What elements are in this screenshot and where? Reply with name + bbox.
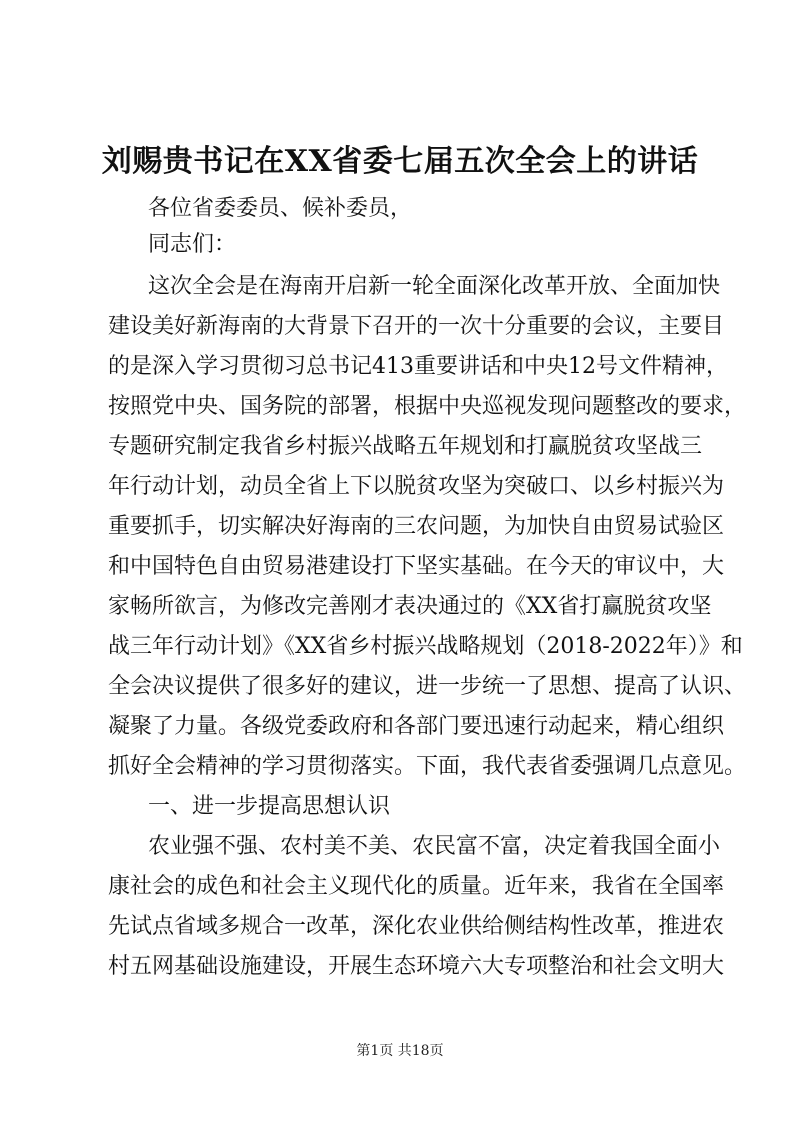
- paragraph-line: 战三年行动计划》《XX省乡村振兴战略规划（2018-2022年）》和: [108, 634, 743, 659]
- paragraph-line: 抓好全会精神的学习贯彻落实。下面，我代表省委强调几点意见。: [108, 754, 747, 779]
- paragraph-line: 按照党中央、国务院的部署，根据中央巡视发现问题整改的要求，: [108, 394, 747, 419]
- paragraph-line: 重要抓手，切实解决好海南的三农问题，为加快自由贸易试验区: [108, 514, 725, 539]
- paragraph-line: 建设美好新海南的大背景下召开的一次十分重要的会议，主要目: [108, 314, 725, 339]
- salutation-line: 同志们：: [148, 232, 237, 257]
- paragraph-line: 专题研究制定我省乡村振兴战略五年规划和打赢脱贫攻坚战三: [108, 434, 703, 459]
- paragraph-line: 这次全会是在海南开启新一轮全面深化改革开放、全面加快: [148, 274, 721, 299]
- page-footer: 第1页 共18页: [356, 1043, 444, 1059]
- paragraph-line: 村五网基础设施建设，开展生态环境六大专项整治和社会文明大: [108, 954, 725, 979]
- paragraph-line: 和中国特色自由贸易港建设打下坚实基础。在今天的审议中，大: [108, 554, 725, 579]
- document-title: 刘赐贵书记在XX省委七届五次全会上的讲话: [101, 144, 699, 179]
- paragraph-line: 康社会的成色和社会主义现代化的质量。近年来，我省在全国率: [108, 874, 725, 899]
- salutation-line: 各位省委委员、候补委员，: [148, 196, 413, 221]
- paragraph-line: 全会决议提供了很多好的建议，进一步统一了思想、提高了认识、: [108, 674, 747, 699]
- paragraph-line: 的是深入学习贯彻习总书记413重要讲话和中央12号文件精神，: [108, 354, 728, 379]
- paragraph-line: 家畅所欲言，为修改完善刚才表决通过的《XX省打赢脱贫攻坚: [108, 594, 712, 619]
- paragraph-line: 凝聚了力量。各级党委政府和各部门要迅速行动起来，精心组织: [108, 714, 725, 739]
- paragraph-line: 农业强不强、农村美不美、农民富不富，决定着我国全面小: [148, 834, 721, 859]
- paragraph-line: 年行动计划，动员全省上下以脱贫攻坚为突破口、以乡村振兴为: [108, 474, 725, 499]
- paragraph-line: 先试点省域多规合一改革，深化农业供给侧结构性改革，推进农: [108, 914, 725, 939]
- section-heading: 一、进一步提高思想认识: [148, 794, 391, 819]
